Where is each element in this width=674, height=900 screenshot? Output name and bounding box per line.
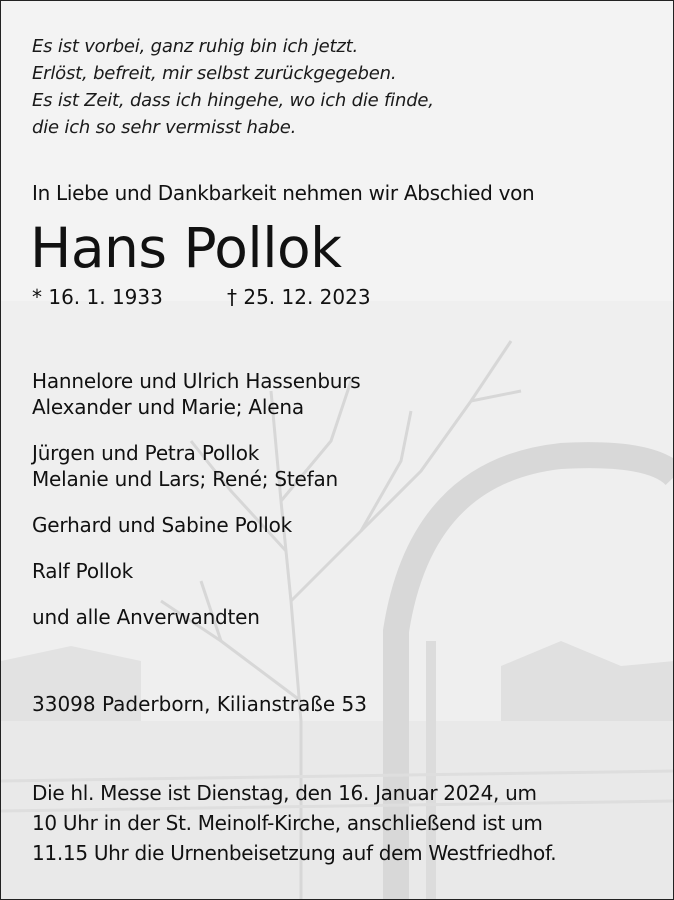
service-line: 10 Uhr in der St. Meinolf-Kirche, anschließend ist um (32, 811, 543, 835)
service-line: 11.15 Uhr die Urnenbeisetzung auf dem Westfriedhof. (32, 841, 557, 865)
address: 33098 Paderborn, Kilianstraße 53 (32, 692, 367, 716)
family-group (32, 368, 361, 420)
intro-text: In Liebe und Dankbarkeit nehmen wir Abschied von (32, 181, 535, 205)
death-date: † 25. 12. 2023 (227, 285, 371, 309)
poem-line: Es ist Zeit, dass ich hingehe, wo ich die finde, (32, 90, 434, 111)
service-line: Die hl. Messe ist Dienstag, den 16. Januar 2024, um (32, 781, 537, 805)
family-line: Alexander und Marie; Alena (32, 395, 304, 419)
family-line: Melanie und Lars; René; Stefan (32, 467, 339, 491)
poem-line: Es ist vorbei, ganz ruhig bin ich jetzt. (32, 36, 358, 57)
family-group (32, 558, 361, 584)
birth-date: * 16. 1. 1933 (32, 285, 163, 309)
deceased-name: Hans Pollok (30, 216, 342, 280)
family-line: Gerhard und Sabine Pollok (32, 513, 292, 537)
poem-line: die ich so sehr vermisst habe. (32, 117, 297, 138)
service-info (32, 778, 556, 868)
family-line: Hannelore und Ulrich Hassenburs (32, 369, 361, 393)
family-group (32, 512, 361, 538)
poem (32, 33, 434, 141)
family-line: und alle Anverwandten (32, 605, 260, 629)
family-list (32, 368, 361, 650)
family-group (32, 604, 361, 630)
poem-line: Erlöst, befreit, mir selbst zurückgegeben. (32, 63, 397, 84)
family-line: Jürgen und Petra Pollok (32, 441, 260, 465)
life-dates (32, 285, 371, 309)
family-group (32, 440, 361, 492)
family-line: Ralf Pollok (32, 559, 133, 583)
